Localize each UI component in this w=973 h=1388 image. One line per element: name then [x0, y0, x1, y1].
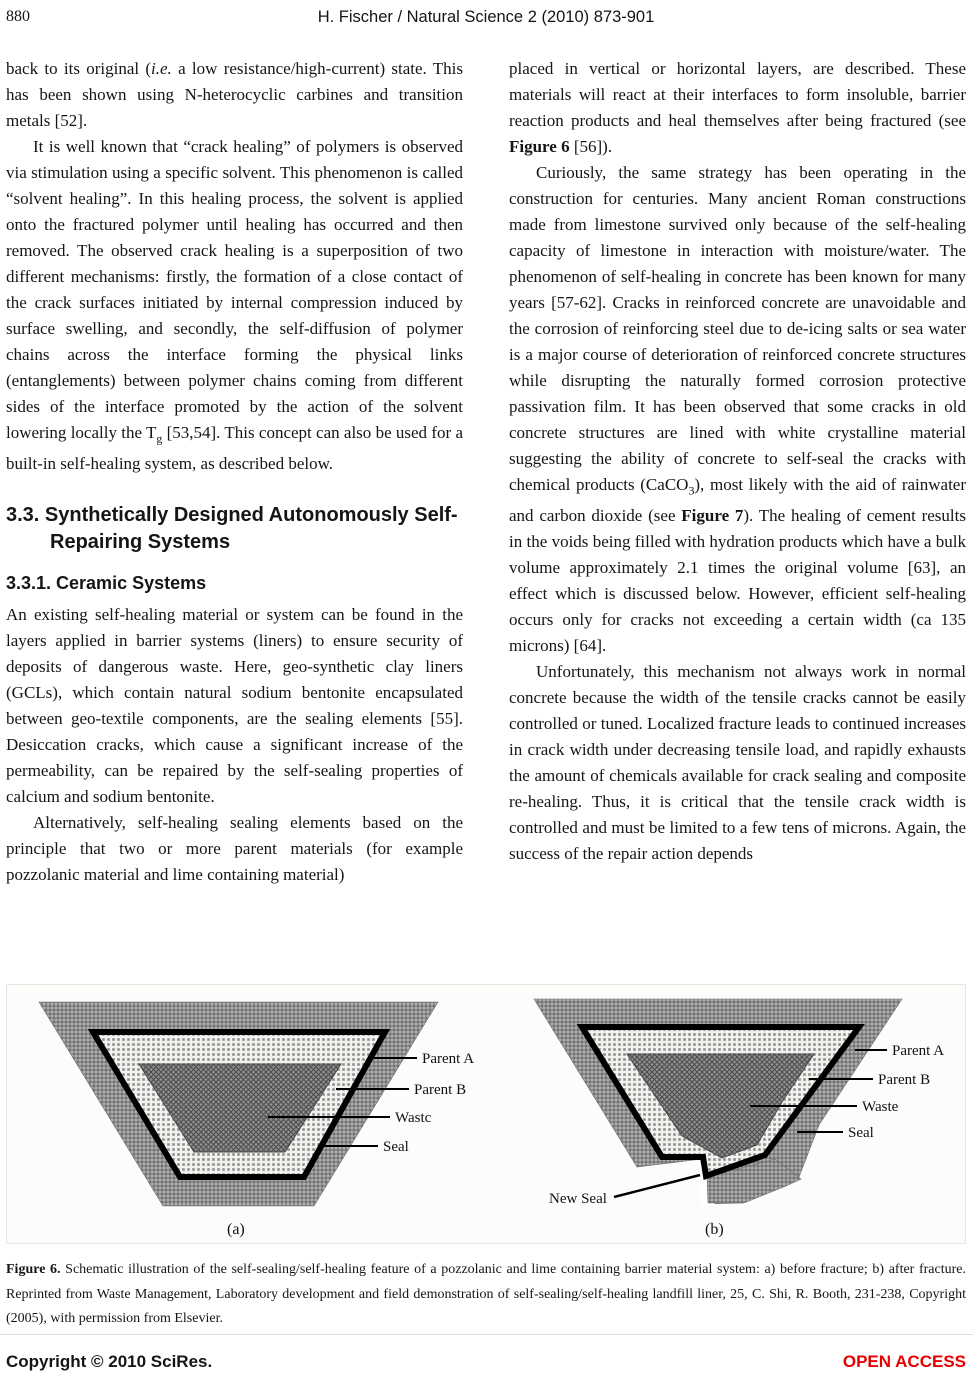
text-run: [56]). [569, 137, 613, 156]
figure-label-parent-b: Parent B [414, 1082, 467, 1098]
text-run: a low resistance/high-current) state. This has been shown using N-heterocyclic carbines and transition metals [52]. [6, 59, 463, 130]
figure-label-seal: Seal [848, 1125, 874, 1141]
figure-caption-label: Figure 6. [6, 1262, 61, 1277]
left-column [6, 56, 463, 888]
paragraph [509, 56, 966, 160]
copyright-notice: Copyright © 2010 SciRes. [6, 1352, 213, 1371]
panel-a-tag: (a) [227, 1221, 245, 1238]
figure-label-new-seal: New Seal [549, 1191, 607, 1207]
page-footer [6, 1352, 966, 1372]
page-header [6, 8, 966, 32]
figure-6 [6, 984, 966, 1244]
text-run: Curiously, the same strategy has been operating in the construction for centuries. Many ancient Roman constructions made from limestone survived only because of the self-healing capacity of limestone in interaction with moisture/water. The phenomenon of self-healing in concrete has been known for many years [57-62]. Cracks in reinforced concrete are unavoidable and the corrosion of reinforcing steel due to de-icing salts or sea water is a major course of deterioration of reinforced concrete structures while disrupting the naturally formed corrosion protective passivation film. It has been observed that some cracks in old concrete structures are lined with white crystalline material suggesting the ability of concrete to self-seal the cracks with chemical products (CaCO [509, 163, 966, 494]
paragraph: Alternatively, self-healing sealing elements based on the principle that two or more parent materials (for example pozzolanic material and lime containing material) [6, 813, 463, 885]
page-number: 880 [6, 8, 30, 25]
text-run: ), most likely with the aid of rainwater and carbon dioxide (see [509, 475, 966, 526]
figure-label-seal: Seal [383, 1139, 409, 1155]
italic-run: i.e. [151, 59, 172, 78]
body-columns [6, 56, 966, 888]
subscript-run: 3 [688, 483, 695, 498]
panel-b-diagram [487, 987, 961, 1239]
text-run: placed in vertical or horizontal layers, are described. These materials will react at their interfaces to form insoluble, barrier reaction products and heal themselves after being fractured (see [509, 59, 966, 130]
figure-label-waste: Wastc [395, 1110, 432, 1126]
open-access-badge: OPEN ACCESS [842, 1352, 966, 1371]
figure-label-parent-b: Parent B [878, 1072, 931, 1088]
figure-caption [6, 1258, 966, 1332]
paragraph [6, 134, 463, 477]
paragraph [509, 160, 966, 659]
paragraph: An existing self-healing material or system can be found in the layers applied in barrier systems (liners) to ensure security of deposits of dangerous waste. Here, geo-synthetic clay liners (GCLs), which contain natural sodium bentonite encapsulated between geo-textile components, are the sealing elements [55]. Desiccation cracks, which cause a significant increase of the permeability, can be repaired by the self-sealing properties of calcium and sodium bentonite. [6, 605, 463, 807]
paragraph [6, 56, 463, 134]
text-run: It is well known that “crack healing” of polymers is observed via stimulation using a specific solvent. This phenomenon is called “solvent healing”. In this healing process, the solvent is applied onto the fractured polymer until healing has occurred and then removed. The observed crack healing is a superposition of two different mechanisms: firstly, the formation of a close contact of the crack surfaces initiated by internal compression induced by surface swelling, and secondly, the self-diffusion of polymer chains across the interface forming the physical links (entanglements) between polymer chains coming from different sides of the interface promoted by the action of the solvent lowering locally the T [6, 137, 463, 442]
text-run: back to its original ( [6, 59, 152, 78]
section-heading-3-3: 3.3. Synthetically Designed Autonomously Self-Repairing Systems [6, 504, 458, 554]
bold-run: Figure 6 [509, 137, 570, 156]
text-run: [53,54]. This concept can also be used for a built-in self-healing system, as described below. [6, 423, 463, 474]
panel-b-tag: (b) [705, 1221, 724, 1238]
figure-label-parent-a: Parent A [892, 1043, 945, 1059]
running-title: H. Fischer / Natural Science 2 (2010) 873-901 [317, 8, 655, 26]
figure-caption-text: Schematic illustration of the self-sealing/self-healing feature of a pozzolanic and lime containing barrier material system: a) before fracture; b) after fracture. Reprinted from Waste Management, Laboratory development and field demonstration of self-sealing/self-healing landfill liner, 25, C. Shi, R. Booth, 231-238, Copyright (2005), with permission from Elsevier. [6, 1262, 966, 1326]
figure-label-parent-a: Parent A [422, 1051, 475, 1067]
footer-divider [0, 1334, 973, 1335]
leader-line-new-seal [614, 1175, 700, 1197]
text-run: ). The healing of cement results in the voids being filled with hydration products which have a bulk volume approximately 2.1 times the original volume [63], an effect which is discussed below. However, efficient self-healing occurs only for cracks not exceeding a certain width (ca 135 microns) [64]. [509, 506, 966, 656]
subscript-run: g [156, 431, 163, 446]
subsection-heading-3-3-1: 3.3.1. Ceramic Systems [6, 573, 207, 594]
bold-run: Figure 7 [681, 506, 744, 526]
paragraph: Unfortunately, this mechanism not always work in normal concrete because the width of the tensile cracks cannot be easily controlled or tuned. Localized fracture leads to continued increases in crack width under decreasing tensile load, and rapidly exhausts the amount of chemicals available for crack sealing and composite re-healing. Thus, it is critical that the tensile crack width is controlled and must be limited to a few tens of microns. Again, the success of the repair action depends [509, 662, 966, 864]
panel-a-diagram [11, 987, 485, 1239]
right-column [509, 56, 966, 888]
figure-label-waste: Waste [862, 1099, 899, 1115]
